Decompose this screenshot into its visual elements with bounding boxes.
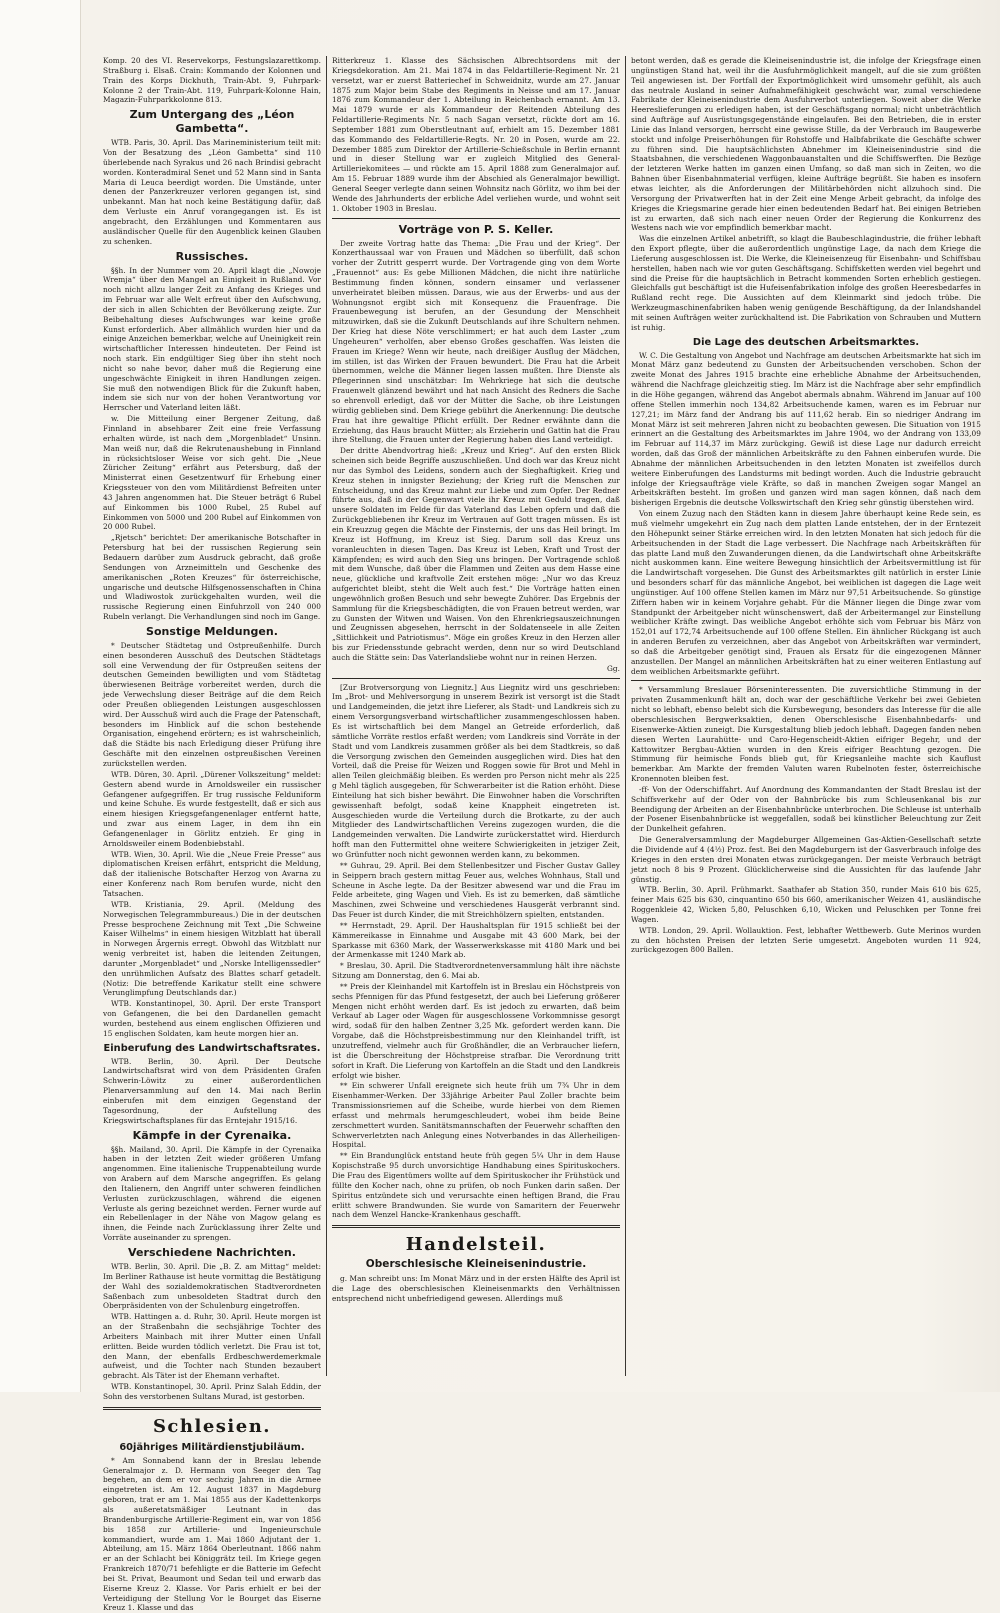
- column-1: [98, 56, 326, 1613]
- article-oberschlesische: g. Man schreibt uns: Im Monat März und in der ersten Hälfte des April ist die Lage des oberschlesischen Kleineisenmarkts den Verhältnissen entsprechend nicht unbefriedigend gewesen. Allerdings muß: [332, 1274, 620, 1303]
- korps-list: Komp. 20 des VI. Reservekorps, Festungslazarettkomp. Straßburg i. Elsaß. Crain: Kommando der Kolonnen und Train des Korps Dickhuth, Train-Abt. 9, Fuhrpark-Kolonne 2 der Train-Abt. 119, Fuhrpark-Kolonne Hain, Magazin-Fuhrparkkolonne 813.: [103, 56, 321, 105]
- article-breslau-4: ** Ein Brandunglück entstand heute früh gegen 5¼ Uhr in dem Hause Kopischstraße 95 durch unvorsichtige Handhabung eines Spirituskochers. Die Frau des Eigentümers wollte auf dem Spirituskocher ihr Frühstück und füllte den Kocher nach, ohne zu prüfen, ob noch Funken darin saßen. Der Spiritus entzündete sich und verursachte einen heftigen Brand, die Frau erlitt schwere Brandwunden. Sie wurde von Samaritern der Feuerwehr nach dem Wenzel Hancke-Krankenhaus geschafft.: [332, 1151, 620, 1220]
- article-kleineisen-cont: betont werden, daß es gerade die Kleineisenindustrie ist, die infolge der Kriegsfrage einen ungünstigen Stand hat, weil ihr die Ausfuhrmöglichkeit mangelt, auf die sie zum größten Teil angewiesen ist. Der Fortfall der Exportmöglichkeit wird umsomehr gefühlt, als auch das neutrale Ausland in seiner Aufnahmefähigkeit geschwächt war, zumal verschiedene Fabrikate der Kleineisenindustrie dem Ausfuhrverbot unterliegen. Soweit aber die Werke Heereslieferungen zu erledigen haben, ist der Geschäftsgang normal; nicht unbeträchtlich sind Aufträge auf Ausrüstungsgegenstände eingelaufen. Bei den Betrieben, die in erster Linie das Inland versorgen, herrscht eine gewisse Stille, da der Verbrauch im Baugewerbe stockt und infolge Preiserhöhungen für Rohstoffe und Halbfabrikate die Geschäfte schwer zu führen sind. Die hauptsächlichsten Abnehmer im Kleineisenindustrie sind die Staatsbahnen, die verschiedenen Waggonbauanstalten und die Schiffswerften. Die Bezüge der letzteren Werke hatten im ganzen einen Umfang, so daß man sich in Zeiten, wo die Bahnen über Eisenbahnmaterial verfügen, kleine Aufträge begrüßt. Sie haben es insofern etwas leichter, als die Anforderungen der Militärbehörden nicht allzuhoch sind. Die Versorgung der Privatwerften hat in der Zeit eine Menge Arbeit gebracht, da infolge des Krieges die Kriegsmarine gerade hier einen bedeutenden Bedarf hat. Bei einigen Betrieben ist zu erwarten, daß sich nach einer neuen Order der Regierung die Konkurrenz des Westens nach wie vor empfindlich bemerkbar macht.: [631, 56, 981, 233]
- article-sonst-5: WTB. Konstantinopel, 30. April. Der erste Transport von Gefangenen, die bei den Dardanellen gemacht wurden, bestehend aus einem englischen Offizieren und 15 englischen Soldaten, kam heute morgen hier an.: [103, 999, 321, 1038]
- heading-gambetta: Zum Untergang des „Léon Gambetta“.: [129, 108, 295, 136]
- heading-landwirtschaftsrat: Einberufung des Landwirtschaftsrates.: [103, 1042, 321, 1054]
- section-divider: [332, 1225, 620, 1228]
- article-sonst-1: * Deutscher Städtetag und Ostpreußenhilfe. Durch einen besonderen Ausschuß des Deutschen Städtetags soll eine Verwendung der für Ostpreußen seitens der deutschen Gemeinden bewilligten und vom Städtetag überwiesenen Beiträge vorbereitet werden, durch die jede Verwechslung dieser Beiträge auf die dem Reich oder Preußen obliegenden Leistungen ausgeschlossen wird. Der Ausschuß wird auch die Frage der Patenschaft, besonders im Hinblick auf die schon bestehende Organisation, eingehend erörtern; es ist wahrscheinlich, daß die Städte bis nach Erledigung dieser Prüfung ihre Geschäfte mit den einzelnen ostpreußischen Vereinen zurückstellen werden.: [103, 640, 321, 768]
- article-versch-2: WTB. Hattingen a. d. Ruhr, 30. April. Heute morgen ist an der Straßenbahn die sechsjährige Tochter des Arbeiters Mainbach mit ihrer Mutter einen Unfall erlitten. Beide wurden tödlich verletzt. Die Frau ist tot, den Mann, der ebenfalls Erdbeschwerdemerkmale aufweist, und die Tochter nach Stunden bezaubert gebracht. Als Täter ist der Ehemann verhaftet.: [103, 1312, 321, 1381]
- heading-oberschlesische: Oberschlesische Kleineisenindustrie.: [365, 1258, 587, 1271]
- article-russ-2: w. Die Mitteilung einer Bergener Zeitung, daß Finnland in absehbarer Zeit eine freie Verfassung erhalten würde, ist nach dem „Morgenbladet“ Unsinn. Man weiß nur, daß die Rekrutenaushebung in Finnland in rücksichtsloser Weise vor sich geht. Die „Neue Züricher Zeitung“ erfährt aus Petersburg, daß der Ministerrat einen Gesetzentwurf für Erhebung einer Kriegssteuer von den vom Militärdienst Befreiten unter 43 Jahren angenommen hat. Die Steuer beträgt 6 Rubel auf Einkommen bis 1000 Rubel, 25 Rubel auf Einkommen von 5000 und 200 Rubel auf Einkommen von 20 000 Rubel.: [103, 414, 321, 532]
- article-versch-1: WTB. Berlin, 30. April. Die „B. Z. am Mittag“ meldet: Im Berliner Rathause ist heute vormittag die Bestätigung der Wahl des sozialdemokratischen Stadtverordneten Saßenbach zum unbesoldeten Stadtrat durch den Oberpräsidenten von der Schulenburg eingetroffen.: [103, 1261, 321, 1311]
- article-jubilaeum: * Am Sonnabend kann der in Breslau lebende Generalmajor z. D. Hermann von Seeger den Tag begehen, an dem er vor sechzig Jahren in die Armee eingetreten ist. Am 12. August 1837 in Magdeburg geboren, trat er am 1. Mai 1855 aus der Kadettenkorps als außeretatsmäßiger Leutnant in das Brandenburgische Artillerie-Regiment ein, war von 1856 bis 1858 zur Artillerie- und Ingenieurschule kommandiert, wurde am 1. Mai 1860 Adjutant der 1. Abteilung, am 15. März 1864 Oberleutnant. 1866 nahm er an der Schlacht bei Königgrätz teil. Im Kriege gegen Frankreich 1870/71 befehligte er die Batterie im Gefecht bei St. Privat, Beaumont und Sedan teil und erwarb das Eiserne Kreuz 2. Klasse. Vor Paris erhielt er bei der Verteidigung der Stellung Vor le Bourget das Eiserne Kreuz 1. Klasse und das: [103, 1455, 321, 1613]
- article-jubilaeum-cont: Ritterkreuz 1. Klasse des Sächsischen Albrechtsordens mit der Kriegsdekoration. Am 21. Mai 1874 in das Feldartillerie-Regiment Nr. 21 versetzt, war er zuerst Batteriechef in Schweidnitz, wurde am 27. Januar 1875 zum Major beim Stabe des Regiments in Neisse und am 17. Januar 1876 zum Kommandeur der 1. Abteilung in Reichenbach ernannt. Am 13. Mai 1879 wurde er als Kommandeur der Reitenden Abteilung des Feldartillerie-Regiments Nr. 5 nach Sagan versetzt, rückte dort am 16. September 1881 zum Oberstleutnant auf, erhielt am 15. Dezember 1881 das Kommando des Feldartillerie-Regts. Nr. 20 in Posen, wurde am 22. Dezember 1885 zum Direktor der Artillerie-Schießschule in Berlin ernannt und in dieser Stellung war er zugleich Mitglied des General-Artilleriekomitees — und rückte am 15. April 1888 zum Generalmajor auf. Am 15. Februar 1889 wurde ihm der Abschied als Generalmajor bewilligt. General Seeger verlegte dann seinen Wohnsitz nach Görlitz, wo ihm bei der Wende des Jahrhunderts der erbliche Adel verliehen wurde, und wohnt seit 1. Oktober 1903 in Breslau.: [332, 56, 620, 213]
- article-sonst-2: WTB. Düren, 30. April. „Dürener Volkszeitung“ meldet: Gestern abend wurde in Arnoldsweiler ein russischer Gefangener aufgegriffen. Er trug russische Felduniform und keine Schuhe. Es wurde festgestellt, daß er sich aus einem hiesigen Kriegsgefangenenlager entfernt hatte, und zwar aus einem Lager, in dem ihn ein Gefangenenlager in Görlitz entzieh. Er ging in Arnoldsweiler einem Bodenbiebstahl.: [103, 769, 321, 848]
- heading-jubilaeum: 60jähriges Militärdienstjubiläum.: [119, 1441, 305, 1453]
- divider: [332, 678, 620, 679]
- section-divider: [103, 1407, 321, 1410]
- article-boerse: * Versammlung Breslauer Börseninteressenten. Die zuversichtliche Stimmung in der privaten Zusammenkunft hält an, doch war der geschäftliche Verkehr bei zwei Gebieten nicht so lebhaft, ebenso belebt sich die Kursbewegung, besonders das Interesse für die alle oberschlesischen Bergwerksaktien, denen Oberschlesische Eisenbahnbedarfs- und Eisenwerke-Aktien zuneigt. Die Kursgestaltung blieb jedoch lebhaft. Dagegen fanden neben diesen Werten Laurahütte- und Caro-Hegenscheidt-Aktien eifriger Begehr, und der Kattowitzer Bergbau-Aktien wurden in den Kreis eifriger Beachtung gezogen. Die Stimmung für heimische Fonds blieb gut, für Kriegsanleihe machte sich Kauflust bemerkbar. Am Markte der fremden Valuten waren Rubelnoten fester, österreichische Kronennoten bleiben fest.: [631, 685, 981, 784]
- article-sonst-3: WTB. Wien, 30. April. Wie die „Neue Freie Presse“ aus diplomatischen Kreisen erfährt, entspricht die Meldung, daß der italienische Botschafter Herzog von Avarna zu einer Konferenz nach Rom berufen wurde, nicht den Tatsachen.: [103, 849, 321, 898]
- article-cyrenaika: §§h. Mailand, 30. April. Die Kämpfe in der Cyrenaika haben in der letzten Zeit wieder größeren Umfang angenommen. Eine italienische Truppenabteilung wurde von Arabern auf dem Marsche angegriffen. Es gelang den Italienern, den Angriff unter schweren feindlichen Verlusten zurückzuschlagen, während die eigenen Verluste als gering bezeichnet werden. Ferner wurde auf ein Rebellenlager in der Nähe von Magow gelang es ihnen, die Feinde nach Zurücklassung ihrer Zelte und Vorräte auseinander zu sprengen.: [103, 1144, 321, 1243]
- heading-sonstige: Sonstige Meldungen.: [145, 624, 279, 638]
- article-brotversorgung: [Zur Brotversorgung von Liegnitz.] Aus Liegnitz wird uns geschrieben: Im „Brot- und Mehlversorgung in unserem Bezirk ist versorgt ist die Stadt und Landgemeinden, die jetzt ihre Lieferer, als Stadt- und Landkreis sich zu einem Versorgungsverband wirtschaftlicher zusammengeschlossen haben. Es ist wirtschaftlich bei dem Mangel an Getreide erforderlich, daß sämtliche Vorräte restlos erfaßt werden; vom Landkreis sind Vorräte in der Stadt und vom Landkreis zusammen größer als bei dem Stadtkreis, so daß die Versorgung zwischen den Gemeinden ausgeglichen wird. Dies hat den Vorteil, daß die Preise für Weizen und Roggen sowie für Brot und Mehl in allen Teilen gleichmäßig bleiben. Es werden pro Person nicht mehr als 225 g Mehl täglich ausgegeben, für Schwerarbeiter ist die Ration erhöht. Diese Einteilung hat sich bisher bewährt. Die Einwohner haben die Vorschriften gewissenhaft befolgt, sodaß keine Knappheit eingetreten ist. Ausgeschieden wurde die Verteilung durch die Brotkarte, zu der auch Mitglieder des Landwirtschaftlichen Vereins zugezogen wurden, die die Landgemeinden verwalten. Die Landwirte zurückerstattet wird. Hierdurch hofft man den Futtermittel ohne weitere Schwierigkeiten in jetziger Zeit, wo Grünfutter noch nicht gewonnen werden kann, zu bekommen.: [332, 682, 620, 859]
- columns: [98, 56, 986, 1613]
- article-wollauktion: WTB. London, 29. April. Wollauktion. Fest, lebhafter Wettbewerb. Gute Merinos wurden zu den höchsten Preisen der letzten Serie umgesetzt. Angeboten wurden 11 924, zurückgezogen 800 Ballen.: [631, 925, 981, 955]
- heading-arbeitsmarkt: Die Lage des deutschen Arbeitsmarktes.: [692, 336, 920, 348]
- page-margin: [0, 0, 81, 1392]
- column-3: [626, 56, 986, 1376]
- heading-handelsteil: Handelsteil.: [405, 1234, 547, 1256]
- heading-russisches: Russisches.: [175, 249, 249, 263]
- article-gambetta: WTB. Paris, 30. April. Das Marineministerium teilt mit: Von der Besatzung des „Léon Gambetta“ sind 110 überlebende nach Syrakus und 26 nach Brindisi gebracht worden. Konteradmiral Senet und 52 Mann sind in Santa Maria di Leuca beerdigt worden. Die Umstände, unter denen der Panzerkreuzer verloren gegangen ist, sind unbekannt. Man hat noch keine Bestätigung dafür, daß dem Verluste ein Anruf vorangegangen ist. Es ist angebracht, den Erzählungen und Kommentaren aus ausländischer Quelle für den Augenblick keinen Glauben zu schenken.: [103, 138, 321, 246]
- heading-schlesien: Schlesien.: [152, 1415, 272, 1437]
- heading-cyrenaika: Kämpfe in der Cyrenaika.: [132, 1128, 292, 1142]
- article-landwirtschaftsrat: WTB. Berlin, 30. April. Der Deutsche Landwirtschaftsrat wird von dem Präsidenten Grafen Schwerin-Löwitz zu einer außerordentlichen Plenarversammlung auf den 14. Mai nach Berlin einberufen mit dem einzigen Gegenstand der Tagesordnung, der Aufstellung des Kriegswirtschaftsplanes für das Erntejahr 1915/16.: [103, 1056, 321, 1125]
- article-gas-ag: Die Generalversammlung der Magdeburger Allgemeinen Gas-Aktien-Gesellschaft setzte die Dividende auf 4 (4½) Proz. fest. Bei den Magdeburgern ist der Gasverbrauch infolge des Krieges in den ersten drei Monaten etwas zurückgegangen. Der meiste Verbrauch beträgt jetzt noch 8 bis 9 Prozent. Glücklicherweise sind die Aussichten für das laufende Jahr günstig.: [631, 835, 981, 884]
- article-fruehmarkt: WTB. Berlin, 30. April. Frühmarkt. Saathafer ab Station 350, runder Mais 610 bis 625, feiner Mais 625 bis 630, cinquantino 650 bis 660, amerikanischer Weizen 41, ausländische Roggenkleie 42, Wicken 5,80, Peluschken 6,10, Wicken und Peluschken per Tonne frei Wagen.: [631, 885, 981, 924]
- article-guhrau: ** Guhrau, 29. April. Bei dem Stellenbesitzer und Fischer Gustav Galley in Seippern brach gestern mittag Feuer aus, welches Wohnhaus, Stall und Scheune in Asche legte. Da der Besitzer abwesend war und die Frau im Felde arbeitete, ging Wagen und Vieh. Es ist zu bemerken, daß sämtliche Maschinen, zwei Schweine und verschiedenes Hausgerät verbrannt sind. Das Feuer ist durch Kinder, die mit Streichhölzern spielten, entstanden.: [332, 860, 620, 920]
- article-versch-3: WTB. Konstantinopel, 30. April. Prinz Salah Eddin, der Sohn des verstorbenen Sultans Murad, ist gestorben.: [103, 1382, 321, 1401]
- signature: Gg.: [606, 663, 620, 673]
- divider: [332, 218, 620, 219]
- article-russ-3: „Rjetsch“ berichtet: Der amerikanische Botschafter in Petersburg hat bei der russischen Regierung sein Bedauern darüber zum Ausdruck gebracht, daß große Sendungen von Arzneimitteln und Geschenke des amerikanischen „Roten Kreuzes“ für österreichische, ungarische und deutsche Hilfsgenossenschaften in China und Wladiwostok zurückgehalten wurden, weil die russische Regierung einen Einfuhrzoll von 240 000 Rubeln verlangt. Die Verhandlungen sind noch im Gange.: [103, 533, 321, 622]
- heading-verschiedene: Verschiedene Nachrichten.: [128, 1245, 296, 1259]
- article-herrnstadt: ** Herrnstadt, 29. April. Der Haushaltsplan für 1915 schließt bei der Kämmereikasse in Einnahme und Ausgabe mit 43 600 Mark, bei der Sparkasse mit 6360 Mark, der Wasserwerkskasse mit 4180 Mark und bei der Armenkasse mit 1240 Mark ab.: [332, 920, 620, 960]
- article-arbeitsmarkt-1: W. C. Die Gestaltung von Angebot und Nachfrage am deutschen Arbeitsmarkte hat sich im Monat März ganz bedeutend zu Gunsten der Arbeitsuchenden verschoben. Schon der zweite Monat des Jahres 1915 brachte eine erhebliche Abnahme der Arbeitsuchenden, während die Nachfrage gleichzeitig stieg. Im März ist die Nachfrage aber sehr empfindlich in die Höhe gegangen, während das Angebot abermals abnahm. Während im Januar auf 100 offene Stellen immerhin noch 134,82 Arbeitsuchende kamen, waren es im Februar nur 127,21; im März fand der Andrang bis auf 111,62 herab. Ein so niedriger Andrang im Monat März ist seit mehreren Jahren nicht zu beobachten gewesen. Die Situation von 1915 erinnert an die Gestaltung des Arbeitsmarktes im Jahre 1904, wo der Andrang von 133,09 im Februar auf 114,37 im März zurückging. Gewiß ist diese Lage nur dadurch erreicht worden, daß das Groß der männlichen Arbeitskräfte zu den Fahnen einberufen wurde. Die Abnahme der männlichen Arbeitsuchenden in den letzten Monaten ist zweifellos durch weitere Einberufungen des Landsturms mit bedingt worden. Auch die Industrie gebraucht infolge der Kriegsaufträge viele Kräfte, so daß in manchen Zweigen sogar Mangel an Arbeitskräften besteht. Im großen und ganzen wird man sagen können, daß nach dem bisherigen Ergebnis die deutsche Volkswirtschaft den Krieg sehr günstig überstehen wird.: [631, 350, 981, 508]
- divider: [631, 680, 981, 681]
- article-vortrag-1: Der zweite Vortrag hatte das Thema: „Die Frau und der Krieg“. Der Konzerthaussaal war von Frauen und Mädchen so überfüllt, daß schon vorher der Zutritt gesperrt wurde. Der Vortragende ging von dem Worte „Frauennot“ aus: Es gebe Millionen Mädchen, die nicht ihre natürliche Bestimmung finden können, sondern einsamer und verlassener unverheiratet bleiben müssen. Daraus, wie aus der Erwerbs- und aus der Wohnungsnot ergibt sich mit Konsequenz die Frauenfrage. Die Frauenbewegung ist berufen, an der Gesundung der Menschheit mitzuwirken, daß sie die Zukunft Deutschlands auf ihre Schultern nehmen. Der Krieg hat diese Nöte verschlimmert; er hat auch dem Laster „zum Ungeheuren“ verholfen, aber ebenso Großes geschaffen. Was leisten die Frauen im Kriege? Wenn wir heute, nach dreißiger Ausflug der Mädchen, im stillen, ist das Wirken der Frauen bewundert. Die Frau hat die Arbeit übernommen, welche die Männer liegen lassen mußten. Ihre Dienste als Pflegerinnen sind unschätzbar: Im Wehrkriege hat sich die deutsche Frauenwelt glänzend bewährt und hat nach Ansicht des Redners die Sache so ehrenvoll erledigt, daß vor der Mütter die Sache, ob ihre Leistungen würdig geblieben sind. Dem Kriege gebührt die Anerkennung: Die deutsche Frau hat ihre gewaltige Pflicht erfüllt. Der Redner erwähnte dann die Erziehung, das Haus braucht Mütter; als Erzieherin und Gattin hat die Frau ihre Stellung, die Frauen unter der Regierung haben dies Land verteidigt.: [332, 238, 620, 445]
- column-2: [326, 56, 626, 1376]
- article-breslau-2: ** Preis der Kleinhandel mit Kartoffeln ist in Breslau ein Höchstpreis von sechs Pfennigen für das Pfund festgesetzt, der auch bei Lieferung größerer Mengen nicht erhöht werden darf. Es ist jedoch zu erwarten, daß beim Verkauf ab Lager oder Wagen für ausgeschlossene Vorkommnisse gesorgt wird, sodaß für den halben Zentner 3,25 Mk. gefordert werden kann. Die Vorgabe, daß die Höchstpreisbestimmung nur den Kleinhandel trifft, ist unzutreffend, vielmehr auch für Großhändler, die an Verbraucher liefern, ist die Überschreitung der Höchstpreise strafbar. Die Verordnung tritt sofort in Kraft. Die Lieferung von Kartoffeln an die Stadt und den Landkreis erfolgt wie bisher.: [332, 981, 620, 1080]
- article-vortrag-2: Der dritte Abendvortrag hieß: „Kreuz und Krieg“. Auf den ersten Blick scheinen sich beide Begriffe auszuschließen. Und doch war das Kreuz nicht nur das Symbol des Leidens, sondern auch der Sieghaftigkeit. Krieg und Kreuz stehen in innigster Beziehung; der Krieg ruft die Menschen zur Entscheidung, und das Kreuz mahnt zur Liebe und zum Opfer. Der Redner führte aus, daß in der Gegenwart viele ihr Kreuz mit Geduld tragen, daß unsere Soldaten im Felde für das Vaterland das Leben opfern und daß die Zurückgebliebenen ihr Kreuz im Vertrauen auf Gott tragen müssen. Es ist ein Kreuzzug gegen die Mächte der Finsternis, der uns das Heil bringt. Im Kreuz ist Hoffnung, im Kreuz ist Sieg. Darum soll das Kreuz uns voranleuchten in diesen Tagen. Das Kreuz ist Leben, Kraft und Trost der Kämpfenden; es wird auch den Sieg uns bringen. Der Vortragende schloß mit dem Wunsche, daß über die Flammen und Zeiten aus dem Hasse eine neue, glückliche und kraftvolle Zeit erstehen möge: „Nur wo das Kreuz aufgerichtet bleibt, steht die Welt auch fest.“ Die Vorträge hatten einen ungewöhnlich großen Besuch und sehr bewegte Zuhörer. Das Ergebnis der Sammlung für die Kriegsbeschädigten, die von Frauen betreut werden, war zu Gunsten der Witwen und Waisen. Von den Ehrenkriegsauszeichnungen und Zeugnissen abgesehen, herrscht in der Soldatenseele in alle Zeiten „Sittlichkeit und Patriotismus“. Möge ein großes Kreuz in den Herzen aller bis zur Friedensstunde gebracht werden, denn nur so wird Deutschland auch die Stätte sein: Das Vaterlandsliebe wohnt nur in reinen Herzen.: [332, 446, 620, 662]
- heading-vortraege: Vorträge von P. S. Keller.: [398, 222, 554, 236]
- article-sonst-4: WTB. Kristiania, 29. April. (Meldung des Norwegischen Telegrammbureaus.) Die in der deutschen Presse besprochene Zeichnung mit Text „Die Schweine Kaiser Wilhelms“ in einem hiesigen Witzblatt hat überall in Norwegen Ärgernis erregt. Obwohl das Witzblatt nur wenig verbreitet ist, haben die leitenden Zeitungen, darunter „Morgenbladet“ und „Norske Intelligenssedler“ den unrühmlichen Aufsatz des Blattes scharf getadelt. (Notiz: Die betreffende Karikatur stellt eine schwere Verunglimpfung Deutschlands dar.): [103, 899, 321, 998]
- article-breslau-1: * Breslau, 30. April. Die Stadtverordnetenversammlung hält ihre nächste Sitzung am Donnerstag, den 6. Mai ab.: [332, 961, 620, 981]
- article-breslau-3: ** Ein schwerer Unfall ereignete sich heute früh um 7¾ Uhr in dem Eisenhammer-Werken. Der 33jährige Arbeiter Paul Zoller brachte beim Transmissionsriemen auf die Scheibe, wurde hierbei von dem Riemen erfasst und mehrmals herumgeschleudert, wobei ihm beide Beine zerschmettert wurden. Sanitätsmannschaften der Feuerwehr schafften den Schwerverletzten nach Anlegung eines Notverbandes in das Allerheiligen-Hospital.: [332, 1081, 620, 1150]
- article-arbeitsmarkt-2: Von einem Zuzug nach den Städten kann in diesem Jahre überhaupt keine Rede sein, es muß vielmehr umgekehrt ein Zug nach dem platten Lande entstehen, der in der Erntezeit den Höhepunkt seiner Stärke erreichen wird. In den letzten Monaten hat sich jedoch für die Arbeitsuchenden in der Stadt die Lage verbessert. Die Nachfrage nach Arbeitskräften für das platte Land muß den Zuwanderungen dienen, da die Landwirtschaft ohne Arbeitskräfte nicht auskommen kann. Eine weitere Bewegung hinsichtlich der Arbeitsvermittlung ist für die Landwirtschaft vorgesehen. Die Gunst des Arbeitsmarktes gilt natürlich in erster Linie und besonders scharf für das männliche Angebot, bei weiblichen ist dagegen die Lage weit ungünstiger. Auf 100 offene Stellen kamen im März nur 97,51 Arbeitsuchende. So günstige Ziffern haben wir in keinem Vorjahre gehabt. Für die Männer liegen die Dinge zwar vom Standpunkt der Arbeitgeber nicht wünschenswert, daß der Arbeitermangel zur Einstellung weiblicher Kräfte zwingt. Das weibliche Angebot erhöhte sich vom Februar bis März von 152,01 auf 172,74 Arbeitsuchende auf 100 offene Stellen. Ein ähnlicher Rückgang ist auch in anderen Berufen zu verzeichnen, aber das Angebot von Arbeitskräften war vermindert, so daß die Arbeitgeber genötigt sind, Frauen als Ersatz für die eingezogenen Männer anzustellen. Der Mangel an männlichen Arbeitskräften hat zu einer weiteren Entlastung auf dem weiblichen Arbeitsmarkte geführt.: [631, 509, 981, 676]
- article-russ-1: §§h. In der Nummer vom 20. April klagt die „Nowoje Wremja“ über den Mangel an Einigkeit in Rußland. Vor noch nicht allzu langer Zeit zu Anfang des Krieges und im Februar war alle Welt erfreut über den Aufschwung, der sich in allen Schichten der Bevölkerung zeigte. Zur Beibehaltung dieses Aufschwunges war keine große Kunst erforderlich. Aber allmählich wurden hier und da einige Anzeichen bemerkbar, welche auf Uneinigkeit rein wirtschaftlicher Interessen hindeuteten. Der Feind ist noch stark. Ein endgültiger Sieg über ihn steht noch nicht so nahe bevor, daher muß die Regierung eine ungeschwächte Einigkeit in ihren Handlungen zeigen. Sie muß den notwendigen Blick für die Zukunft haben, indem sie sich nur von der hohen Verantwortung vor Herrscher und Vaterland leiten läßt.: [103, 265, 321, 413]
- article-oderschiffahrt: -ff- Von der Oderschiffahrt. Auf Anordnung des Kommandanten der Stadt Breslau ist der Schiffsverkehr auf der Oder von der Bahnbrücke bis zum Schleusenkanal bis zur Beendigung der Arbeiten an der Eisenbahnbrücke unterbrochen. Die Schleuse ist unterhalb der Posener Eisenbahnbrücke ist weggefallen, sodaß bei künstlicher Beleuchtung zur Zeit der Dunkelheit gefahren.: [631, 784, 981, 834]
- article-baubeschlag: Was die einzelnen Artikel anbetrifft, so klagt die Baubeschlagindustrie, die früher lebhaft den Export pflegte, über die außerordentlich ungünstige Lage, da nach dem Kriege die Lieferung ausgeschlossen ist. Die Werke, die Kleineisenzeug für Eisenbahn- und Schiffsbau herstellen, haben nach wie vor guten Geschäftsgang. Schiffsketten werden viel begehrt und sind die Preise für die hauptsächlich in Betracht kommenden Sorten erheblich gestiegen. Gleichfalls gut beschäftigt ist die Hufeisenfabrikation infolge des großen Heeresbedarfes in Rußland recht rege. Die Aussichten auf dem Kleinmarkt sind jedoch trübe. Die Werkzeugmaschinenfabriken haben wenig genügende Beschäftigung, da der Inlandshandel mit seinen Aufträgen weiter zurückhaltend ist. Die Fabrikation von Schrauben und Muttern ist ruhig.: [631, 234, 981, 332]
